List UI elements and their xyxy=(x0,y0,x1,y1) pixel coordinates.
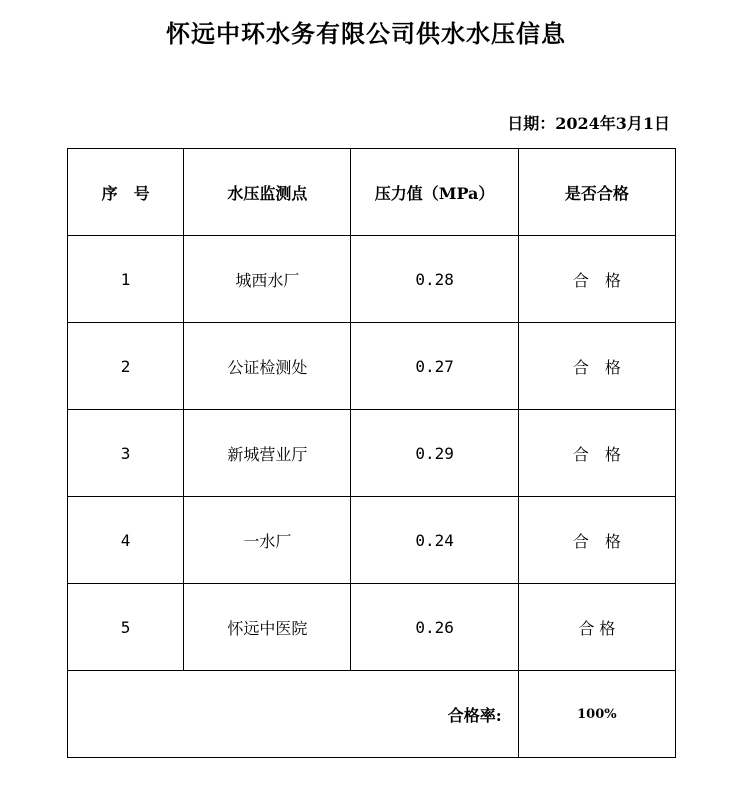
table-row xyxy=(68,236,676,323)
table-row xyxy=(68,584,676,671)
row-location: 新城营业厅 xyxy=(184,410,351,497)
row-location: 一水厂 xyxy=(184,497,351,584)
row-pressure: 0.29 xyxy=(351,410,518,497)
row-status: 合 格 xyxy=(518,410,675,497)
table-row xyxy=(68,410,676,497)
row-location: 怀远中医院 xyxy=(184,584,351,671)
row-index: 4 xyxy=(68,497,184,584)
column-header-pressure: 压力值（MPa） xyxy=(351,149,518,236)
summary-row xyxy=(68,671,676,758)
report-date: 日期：2024年3月1日 xyxy=(507,114,670,133)
table-header-row xyxy=(68,149,676,236)
row-pressure: 0.24 xyxy=(351,497,518,584)
column-header-index: 序 号 xyxy=(68,149,184,236)
pass-rate-label: 合格率: xyxy=(68,671,519,758)
row-location: 公证检测处 xyxy=(184,323,351,410)
row-index: 3 xyxy=(68,410,184,497)
table-row xyxy=(68,497,676,584)
row-status: 合 格 xyxy=(518,236,675,323)
page-title: 怀远中环水务有限公司供水水压信息 xyxy=(166,19,566,48)
table-row xyxy=(68,323,676,410)
row-index: 2 xyxy=(68,323,184,410)
row-status: 合 格 xyxy=(518,323,675,410)
pass-rate-value: 100% xyxy=(518,671,675,758)
column-header-status: 是否合格 xyxy=(518,149,675,236)
row-pressure: 0.26 xyxy=(351,584,518,671)
row-index: 5 xyxy=(68,584,184,671)
row-status: 合 格 xyxy=(518,584,675,671)
water-pressure-table xyxy=(67,148,676,758)
column-header-location: 水压监测点 xyxy=(184,149,351,236)
row-pressure: 0.27 xyxy=(351,323,518,410)
row-status: 合 格 xyxy=(518,497,675,584)
row-location: 城西水厂 xyxy=(184,236,351,323)
row-index: 1 xyxy=(68,236,184,323)
row-pressure: 0.28 xyxy=(351,236,518,323)
